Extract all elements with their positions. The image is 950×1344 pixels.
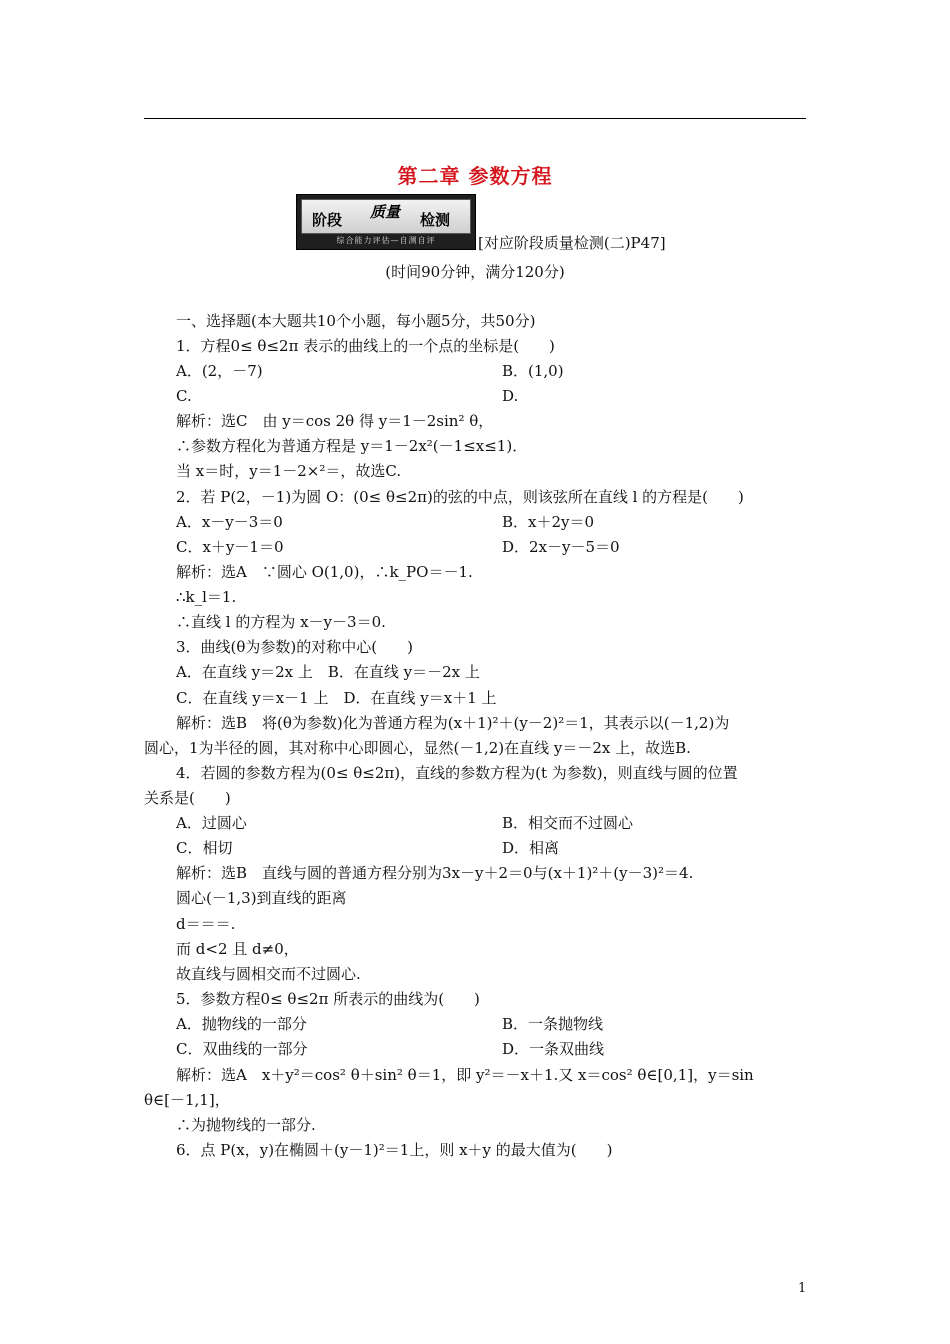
q2-solution-1: 解析：选A ∵圆心 O(1,0)，∴k_PO＝－1.: [176, 563, 473, 581]
q4-solution-3: d＝＝＝.: [176, 915, 236, 933]
q1-solution-1: 解析：选C 由 y＝cos 2θ 得 y＝1－2sin² θ，: [176, 412, 494, 430]
q3-options-cd: C．在直线 y＝x－1 上 D．在直线 y＝x＋1 上: [176, 689, 497, 707]
q5-option-c: C．双曲线的一部分: [176, 1040, 308, 1058]
q1-option-b: B．(1,0): [502, 362, 564, 380]
q2-solution-2: ∴k_l＝1.: [176, 588, 237, 606]
q4-option-a: A．过圆心: [176, 814, 247, 832]
q3-solution-2: 圆心，1为半径的圆，其对称中心即圆心，显然(－1,2)在直线 y＝－2x 上，故选B.: [144, 739, 691, 757]
q1-option-c: C.: [176, 387, 192, 405]
q1-option-a: A．(2，－7): [176, 362, 263, 380]
q4-option-b: B．相交而不过圆心: [502, 814, 634, 832]
q2-option-a: A．x－y－3＝0: [176, 513, 283, 531]
q4-solution-2: 圆心(－1,3)到直线的距离: [176, 889, 347, 907]
q1-option-d: D.: [502, 387, 519, 405]
banner-word-2: 质量: [370, 203, 401, 221]
banner-plate: [301, 199, 471, 234]
q5-solution-2: θ∈[－1,1]，: [144, 1091, 230, 1109]
q2-solution-3: ∴直线 l 的方程为 x－y－3＝0.: [176, 613, 386, 631]
q2-option-d: D．2x－y－5＝0: [502, 538, 620, 556]
q5-solution-1: 解析：选A x＋y²＝cos² θ＋sin² θ＝1，即 y²＝－x＋1.又 x＝cos² θ∈[0,1]，y＝sin: [176, 1066, 754, 1084]
reference-note: [对应阶段质量检测(二)P47]: [478, 234, 666, 252]
banner-subtitle: 综合能力评估—自测自评: [336, 236, 436, 245]
q4-option-d: D．相离: [502, 839, 560, 857]
banner-word-1: 阶段: [312, 211, 343, 229]
q1-solution-3: 当 x＝时，y＝1－2×²＝，故选C.: [176, 462, 402, 480]
q4-option-c: C．相切: [176, 839, 233, 857]
q2-stem: 2．若 P(2，－1)为圆 O：(0≤ θ≤2π)的弦的中点，则该弦所在直线 l 的方程是( ): [176, 488, 744, 506]
q6-stem: 6．点 P(x，y)在椭圆＋(y－1)²＝1上，则 x＋y 的最大值为( ): [176, 1141, 613, 1159]
q5-option-d: D．一条双曲线: [502, 1040, 605, 1058]
q4-solution-5: 故直线与圆相交而不过圆心.: [176, 965, 361, 983]
q5-stem: 5．参数方程0≤ θ≤2π 所表示的曲线为( ): [176, 990, 480, 1008]
q4-solution-1: 解析：选B 直线与圆的普通方程分别为3x－y＋2＝0与(x＋1)²＋(y－3)²＝4.: [176, 864, 694, 882]
header-rule: [144, 118, 806, 119]
q5-option-a: A．抛物线的一部分: [176, 1015, 307, 1033]
q3-solution-1: 解析：选B 将(θ为参数)化为普通方程为(x＋1)²＋(y－2)²＝1，其表示以(－1,2)为: [176, 714, 730, 732]
banner-word-3: 检测: [420, 211, 451, 229]
q3-options-ab: A．在直线 y＝2x 上 B．在直线 y＝－2x 上: [176, 663, 480, 681]
stage-quality-banner: [296, 194, 476, 250]
q4-stem-1: 4．若圆的参数方程为(0≤ θ≤2π)，直线的参数方程为(t 为参数)，则直线与圆的位置: [176, 764, 738, 782]
q2-option-c: C．x＋y－1＝0: [176, 538, 284, 556]
chapter-title: 第二章 参数方程: [397, 164, 553, 188]
section-heading: 一、选择题(本大题共10个小题，每小题5分，共50分): [176, 312, 536, 330]
q1-solution-2: ∴参数方程化为普通方程是 y＝1－2x²(－1≤x≤1)．: [176, 437, 528, 455]
q5-option-b: B．一条抛物线: [502, 1015, 604, 1033]
q4-solution-4: 而 d<2 且 d≠0，: [176, 940, 299, 958]
page-number: 1: [798, 1281, 807, 1296]
q2-option-b: B．x＋2y＝0: [502, 513, 595, 531]
exam-meta: (时间90分钟，满分120分): [385, 263, 565, 281]
q4-stem-2: 关系是( ): [144, 789, 231, 807]
q5-solution-3: ∴为抛物线的一部分.: [176, 1116, 316, 1134]
q1-stem: 1．方程0≤ θ≤2π 表示的曲线上的一个点的坐标是( ): [176, 337, 555, 355]
q3-stem: 3．曲线(θ为参数)的对称中心( ): [176, 638, 413, 656]
